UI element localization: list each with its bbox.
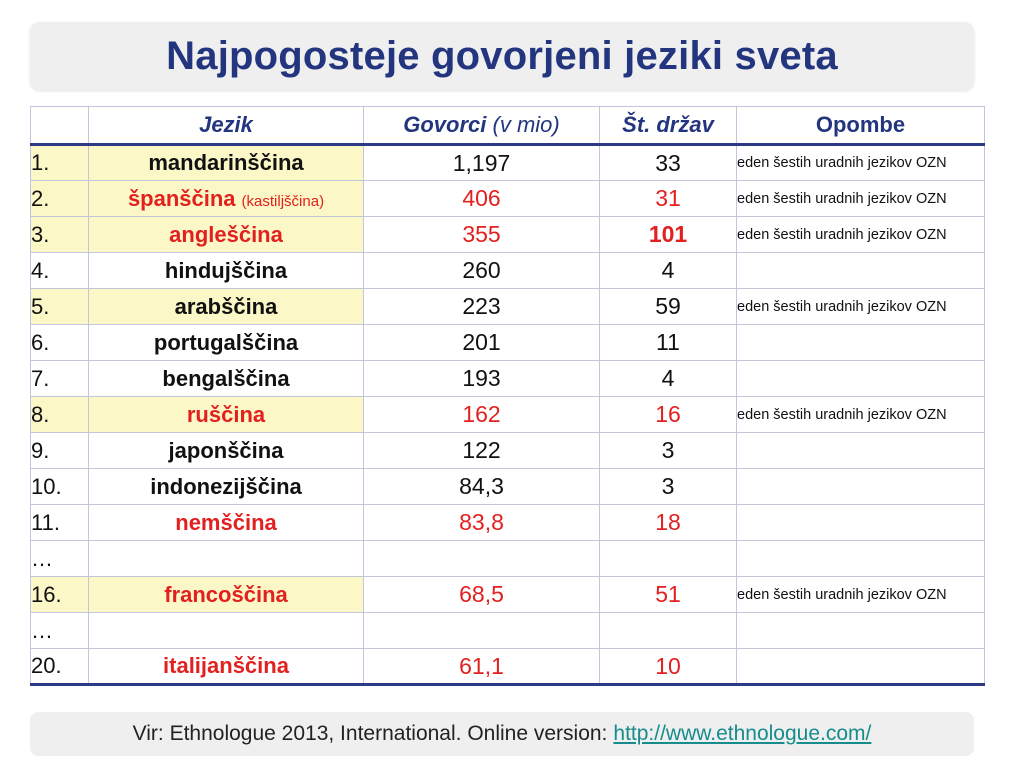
speakers-cell: 162 <box>364 397 600 433</box>
speakers-cell: 260 <box>364 253 600 289</box>
table-row <box>31 649 985 685</box>
speakers-cell: 193 <box>364 361 600 397</box>
page-title: Najpogosteje govorjeni jeziki sveta <box>166 33 838 78</box>
table-row <box>31 325 985 361</box>
language-cell <box>89 253 364 289</box>
speakers-cell: 61,1 <box>364 649 600 685</box>
language-cell <box>89 397 364 433</box>
rank-cell: … <box>31 613 89 649</box>
note-cell <box>737 505 985 541</box>
note-cell: eden šestih uradnih jezikov OZN <box>737 181 985 217</box>
note-cell: eden šestih uradnih jezikov OZN <box>737 145 985 181</box>
rank-cell: 1. <box>31 145 89 181</box>
countries-cell <box>600 613 737 649</box>
header-language: Jezik <box>89 107 364 145</box>
rank-cell: 5. <box>31 289 89 325</box>
note-cell <box>737 361 985 397</box>
note-cell <box>737 541 985 577</box>
table-row <box>31 469 985 505</box>
languages-table <box>30 106 985 686</box>
header-rank <box>31 107 89 145</box>
note-cell <box>737 469 985 505</box>
countries-cell: 31 <box>600 181 737 217</box>
speakers-cell: 406 <box>364 181 600 217</box>
note-cell <box>737 253 985 289</box>
language-alt-name: (kastiljščina) <box>241 192 325 210</box>
language-cell <box>89 433 364 469</box>
rank-cell: 20. <box>31 649 89 685</box>
header-speakers <box>364 107 600 145</box>
countries-cell: 51 <box>600 577 737 613</box>
countries-cell: 33 <box>600 145 737 181</box>
language-cell <box>89 325 364 361</box>
rank-cell: 6. <box>31 325 89 361</box>
table-row <box>31 181 985 217</box>
rank-cell: 3. <box>31 217 89 253</box>
language-name: španščina <box>127 185 236 211</box>
rank-cell: 9. <box>31 433 89 469</box>
countries-cell: 59 <box>600 289 737 325</box>
language-cell <box>89 577 364 613</box>
countries-cell: 101 <box>600 217 737 253</box>
rank-cell: 16. <box>31 577 89 613</box>
language-name: arabščina <box>174 293 278 319</box>
table-row <box>31 253 985 289</box>
note-cell: eden šestih uradnih jezikov OZN <box>737 397 985 433</box>
header-notes: Opombe <box>737 107 985 145</box>
table-row <box>31 289 985 325</box>
table-row <box>31 613 985 649</box>
language-cell <box>89 649 364 685</box>
speakers-cell <box>364 613 600 649</box>
speakers-cell: 122 <box>364 433 600 469</box>
source-link[interactable]: http://www.ethnologue.com/ <box>613 722 872 745</box>
rank-cell: 7. <box>31 361 89 397</box>
source-text: Vir: Ethnologue 2013, International. Online version: <box>132 722 608 745</box>
language-name: portugalščina <box>153 329 299 355</box>
table-row <box>31 145 985 181</box>
language-name: mandarinščina <box>148 150 304 175</box>
language-cell <box>89 541 364 577</box>
speakers-cell: 201 <box>364 325 600 361</box>
table-body <box>31 145 985 685</box>
table-row <box>31 505 985 541</box>
speakers-cell: 68,5 <box>364 577 600 613</box>
header-speakers-unit: (v mio) <box>492 112 560 137</box>
countries-cell <box>600 541 737 577</box>
speakers-cell: 355 <box>364 217 600 253</box>
table-row <box>31 541 985 577</box>
countries-cell: 16 <box>600 397 737 433</box>
speakers-cell: 83,8 <box>364 505 600 541</box>
note-cell <box>737 433 985 469</box>
language-name: indonezijščina <box>150 473 302 499</box>
language-name: italijanščina <box>163 653 289 678</box>
language-cell <box>89 145 364 181</box>
language-name: francoščina <box>164 581 288 607</box>
title-banner <box>30 22 974 90</box>
countries-cell: 10 <box>600 649 737 685</box>
speakers-cell: 84,3 <box>364 469 600 505</box>
table-row <box>31 217 985 253</box>
speakers-cell: 1,197 <box>364 145 600 181</box>
note-cell <box>737 613 985 649</box>
countries-cell: 3 <box>600 469 737 505</box>
rank-cell: 10. <box>31 469 89 505</box>
note-cell <box>737 325 985 361</box>
language-cell <box>89 217 364 253</box>
table-row <box>31 433 985 469</box>
rank-cell: 2. <box>31 181 89 217</box>
countries-cell: 4 <box>600 361 737 397</box>
language-name: bengalščina <box>162 365 290 391</box>
countries-cell: 3 <box>600 433 737 469</box>
table-header-row <box>31 107 985 145</box>
language-name: nemščina <box>175 509 277 535</box>
note-cell <box>737 649 985 685</box>
table-row <box>31 397 985 433</box>
source-footer <box>30 712 974 756</box>
language-cell <box>89 181 364 217</box>
table-row <box>31 577 985 613</box>
table-row <box>31 361 985 397</box>
language-name: angleščina <box>169 221 283 247</box>
header-countries: Št. držav <box>600 107 737 145</box>
note-cell: eden šestih uradnih jezikov OZN <box>737 577 985 613</box>
language-name: ruščina <box>186 401 266 427</box>
header-speakers-label: Govorci <box>403 112 487 137</box>
countries-cell: 4 <box>600 253 737 289</box>
language-cell <box>89 361 364 397</box>
language-cell <box>89 505 364 541</box>
speakers-cell <box>364 541 600 577</box>
speakers-cell: 223 <box>364 289 600 325</box>
rank-cell: 8. <box>31 397 89 433</box>
language-name: japonščina <box>168 437 284 463</box>
countries-cell: 18 <box>600 505 737 541</box>
note-cell: eden šestih uradnih jezikov OZN <box>737 217 985 253</box>
rank-cell: 11. <box>31 505 89 541</box>
language-name: hindujščina <box>164 257 288 283</box>
rank-cell: 4. <box>31 253 89 289</box>
countries-cell: 11 <box>600 325 737 361</box>
language-cell <box>89 613 364 649</box>
note-cell: eden šestih uradnih jezikov OZN <box>737 289 985 325</box>
language-cell <box>89 469 364 505</box>
rank-cell: … <box>31 541 89 577</box>
language-cell <box>89 289 364 325</box>
